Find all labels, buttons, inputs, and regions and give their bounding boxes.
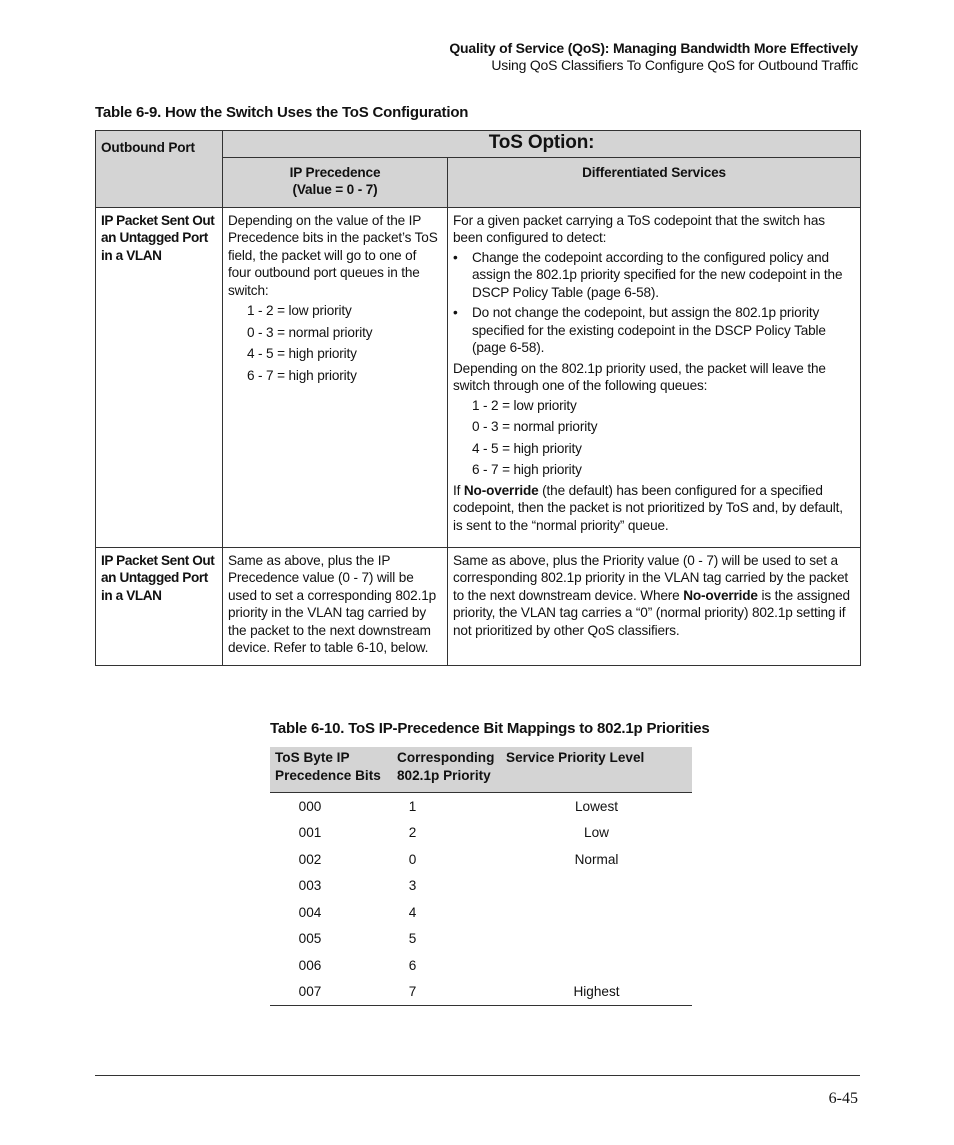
service-level-cell (501, 899, 692, 926)
col-header-ip-precedence (223, 157, 448, 207)
priority-cell: 6 (408, 957, 417, 973)
table-row (270, 846, 692, 873)
priority-cell: 5 (408, 931, 417, 947)
col-header-outbound-port: Outbound Port (96, 131, 223, 208)
col-header-diffserv: Differentiated Services (448, 157, 861, 207)
priority-cell: 2 (408, 825, 417, 841)
tos-mapping-table (270, 747, 692, 1006)
table-row (270, 820, 692, 847)
col-header-tos-bits: ToS Byte IP Precedence Bits (270, 747, 392, 793)
running-header (449, 40, 858, 74)
row-head-2: IP Packet Sent Out an Untagged Port in a VLAN (96, 547, 223, 665)
row1-ds-map (453, 397, 855, 479)
row2-ds-pre: Same as above, plus the Priority value (0 - 7) will be used to set a corresponding 802.1p priority in the VLAN tag carried by the packet to the next downstream device. Where (453, 552, 848, 603)
page-number: 6-45 (828, 1090, 858, 1107)
row1-ip-map (228, 302, 442, 384)
tos-bits-cell: 006 (298, 957, 322, 973)
service-level-cell (501, 926, 692, 953)
priority-cell: 3 (408, 878, 417, 894)
col-header-8021p: Corresponding 802.1p Priority (392, 747, 501, 793)
tos-configuration-table (95, 130, 861, 666)
tos-bits-cell: 002 (298, 851, 322, 867)
row1-diffserv-cell (448, 207, 861, 547)
tos-bits-cell: 001 (298, 825, 322, 841)
service-level-cell: Lowest (574, 798, 619, 814)
tos-bits-cell: 000 (298, 798, 322, 814)
tos-bits-cell: 003 (298, 878, 322, 894)
priority-cell: 1 (408, 798, 417, 814)
no-override-term: No-override (463, 482, 539, 498)
row-head-1: IP Packet Sent Out an Untagged Port in a VLAN (96, 207, 223, 547)
tos-bits-cell: 004 (298, 904, 322, 920)
ds-end-post: (the default) has been configured for a specified codepoint, then the packet is not prioritized by ToS and, by default, is sent to the “normal priority” queue. (453, 482, 843, 533)
row1-ip-precedence-cell (223, 207, 448, 547)
service-level-cell: Low (584, 825, 609, 841)
ds-bullet: • Do not change the codepoint, but assign the 802.1p priority specified for the existing codepoint in the DSCP Policy Table (page 6-58). (453, 304, 855, 357)
row1-ds-intro: For a given packet carrying a ToS codepoint that the switch has been configured to detect: (453, 212, 825, 245)
ds-map-item: 1 - 2 = low priority (472, 397, 577, 413)
footer-rule (95, 1075, 860, 1076)
ds-bullet: • Change the codepoint according to the configured policy and assign the 802.1p priority specified for the new codepoint in the DSCP Policy Table (page 6-58). (453, 249, 855, 302)
row1-ds-end (453, 482, 855, 535)
table-row (270, 979, 692, 1006)
service-level-cell (501, 873, 692, 900)
table-row (270, 926, 692, 953)
row2-diffserv-cell (448, 547, 861, 665)
ip-map-item: 4 - 5 = high priority (247, 346, 357, 361)
ds-map-item: 0 - 3 = normal priority (472, 419, 598, 434)
section-title: Using QoS Classifiers To Configure QoS for Outbound Traffic (491, 57, 858, 73)
table-row (270, 873, 692, 900)
ip-map-item: 1 - 2 = low priority (247, 303, 352, 318)
tos-bits-cell: 007 (270, 979, 392, 1006)
row1-ds-mid: Depending on the 802.1p priority used, the packet will leave the switch through one of the following queues: (453, 360, 826, 393)
ds-map-item: 4 - 5 = high priority (472, 440, 582, 456)
tos-option-header: ToS Option: (223, 131, 861, 158)
table-6-10-caption: Table 6-10. ToS IP-Precedence Bit Mappings to 802.1p Priorities (270, 720, 710, 737)
ip-map-item: 6 - 7 = high priority (247, 367, 357, 383)
table-row (270, 793, 692, 820)
ip-precedence-range: (Value = 0 - 7) (292, 182, 378, 197)
ip-precedence-label: IP Precedence (289, 164, 381, 180)
service-level-cell: Highest (501, 979, 692, 1006)
row2-ds-post: is the assigned priority, the VLAN tag carries a “0” (normal priority) 802.1p setting if not prioritized by other QoS classifiers. (453, 587, 850, 638)
priority-cell: 7 (392, 979, 501, 1006)
chapter-title: Quality of Service (QoS): Managing Bandwidth More Effectively (449, 40, 858, 56)
tos-bits-cell: 005 (298, 931, 322, 947)
ds-map-item: 6 - 7 = high priority (472, 462, 582, 477)
no-override-term: No-override (683, 587, 758, 603)
table-6-9-caption: Table 6-9. How the Switch Uses the ToS Configuration (95, 104, 469, 121)
ds-end-pre: If (453, 482, 464, 498)
col-header-service-level: Service Priority Level (501, 747, 692, 793)
row1-ip-intro: Depending on the value of the IP Precedence bits in the packet’s ToS field, the packet will go to one of four outbound port queues in the switch: (228, 212, 438, 298)
priority-cell: 4 (408, 904, 417, 920)
table-row (270, 952, 692, 979)
row2-ip-precedence-cell: Same as above, plus the IP Precedence value (0 - 7) will be used to set a corresponding 802.1p priority in the VLAN tag carried by the packet to the next downstream device. Refer to table 6-10, below. (223, 547, 448, 665)
service-level-cell: Normal (574, 851, 619, 867)
ip-map-item: 0 - 3 = normal priority (247, 324, 373, 340)
priority-cell: 0 (408, 851, 417, 867)
service-level-cell (501, 952, 692, 979)
table-row (270, 899, 692, 926)
